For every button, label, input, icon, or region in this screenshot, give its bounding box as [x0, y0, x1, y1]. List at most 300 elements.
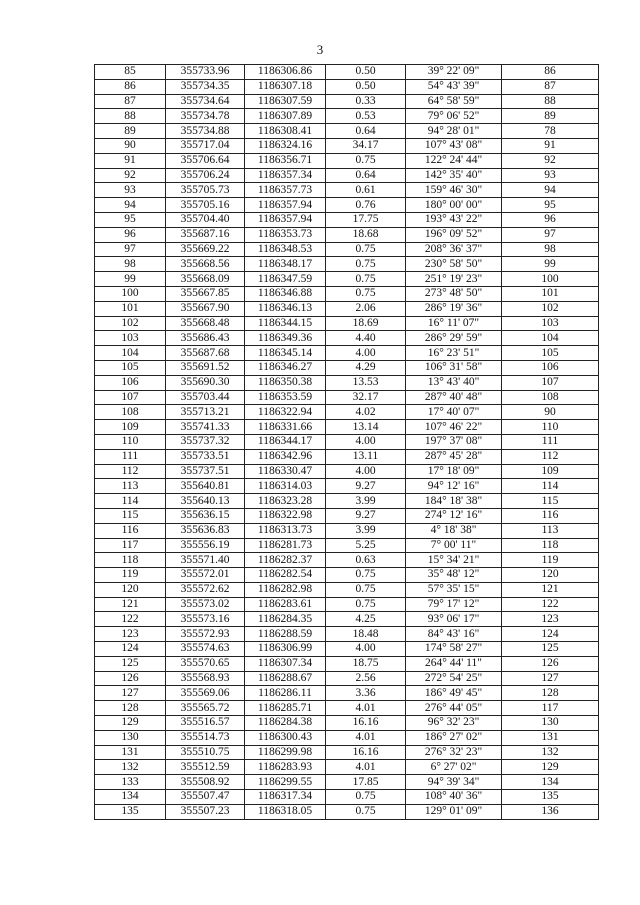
point-from-cell: 90 — [95, 138, 166, 153]
distance-cell: 17.75 — [326, 212, 406, 227]
point-from-cell: 100 — [95, 286, 166, 301]
table-row — [95, 420, 599, 435]
distance-cell: 2.06 — [326, 301, 406, 316]
x-coordinate-cell: 355571.40 — [166, 553, 245, 568]
point-to-cell: 132 — [502, 745, 599, 760]
point-from-cell: 104 — [95, 346, 166, 361]
y-coordinate-cell: 1186346.27 — [245, 360, 326, 375]
point-to-cell: 117 — [502, 701, 599, 716]
y-coordinate-cell: 1186300.43 — [245, 730, 326, 745]
table-row — [95, 775, 599, 790]
y-coordinate-cell: 1186346.88 — [245, 286, 326, 301]
bearing-cell: 4° 18' 38" — [406, 523, 502, 538]
y-coordinate-cell: 1186347.59 — [245, 272, 326, 287]
table-row — [95, 553, 599, 568]
table-row — [95, 449, 599, 464]
bearing-cell: 286° 19' 36" — [406, 301, 502, 316]
y-coordinate-cell: 1186324.16 — [245, 138, 326, 153]
distance-cell: 4.25 — [326, 612, 406, 627]
bearing-cell: 17° 40' 07" — [406, 405, 502, 420]
table-row — [95, 198, 599, 213]
point-to-cell: 134 — [502, 775, 599, 790]
x-coordinate-cell: 355703.44 — [166, 390, 245, 405]
bearing-cell: 64° 58' 59" — [406, 94, 502, 109]
bearing-cell: 264° 44' 11" — [406, 656, 502, 671]
y-coordinate-cell: 1186299.98 — [245, 745, 326, 760]
x-coordinate-cell: 355510.75 — [166, 745, 245, 760]
distance-cell: 13.14 — [326, 420, 406, 435]
x-coordinate-cell: 355713.21 — [166, 405, 245, 420]
point-from-cell: 94 — [95, 198, 166, 213]
distance-cell: 0.75 — [326, 286, 406, 301]
bearing-cell: 108° 40' 36" — [406, 790, 502, 805]
table-row — [95, 346, 599, 361]
bearing-cell: 180° 00' 00" — [406, 198, 502, 213]
distance-cell: 0.75 — [326, 153, 406, 168]
point-to-cell: 110 — [502, 420, 599, 435]
point-from-cell: 105 — [95, 360, 166, 375]
point-from-cell: 108 — [95, 405, 166, 420]
point-from-cell: 93 — [95, 183, 166, 198]
bearing-cell: 84° 43' 16" — [406, 627, 502, 642]
point-from-cell: 106 — [95, 375, 166, 390]
table-row — [95, 183, 599, 198]
bearing-cell: 54° 43' 39" — [406, 79, 502, 94]
bearing-cell: 94° 28' 01" — [406, 124, 502, 139]
distance-cell: 9.27 — [326, 508, 406, 523]
distance-cell: 4.29 — [326, 360, 406, 375]
table-row — [95, 360, 599, 375]
distance-cell: 18.69 — [326, 316, 406, 331]
y-coordinate-cell: 1186283.93 — [245, 760, 326, 775]
bearing-cell: 230° 58' 50" — [406, 257, 502, 272]
table-row — [95, 227, 599, 242]
distance-cell: 0.50 — [326, 65, 406, 80]
table-row — [95, 464, 599, 479]
distance-cell: 18.68 — [326, 227, 406, 242]
y-coordinate-cell: 1186353.59 — [245, 390, 326, 405]
point-to-cell: 89 — [502, 109, 599, 124]
x-coordinate-cell: 355508.92 — [166, 775, 245, 790]
y-coordinate-cell: 1186313.73 — [245, 523, 326, 538]
x-coordinate-cell: 355717.04 — [166, 138, 245, 153]
point-from-cell: 110 — [95, 434, 166, 449]
bearing-cell: 79° 17' 12" — [406, 597, 502, 612]
table-row — [95, 656, 599, 671]
bearing-cell: 17° 18' 09" — [406, 464, 502, 479]
point-to-cell: 111 — [502, 434, 599, 449]
table-row — [95, 168, 599, 183]
bearing-cell: 186° 49' 45" — [406, 686, 502, 701]
x-coordinate-cell: 355640.81 — [166, 479, 245, 494]
table-row — [95, 153, 599, 168]
point-to-cell: 129 — [502, 760, 599, 775]
y-coordinate-cell: 1186284.38 — [245, 716, 326, 731]
table-row — [95, 760, 599, 775]
distance-cell: 16.16 — [326, 745, 406, 760]
y-coordinate-cell: 1186288.67 — [245, 671, 326, 686]
point-to-cell: 120 — [502, 568, 599, 583]
y-coordinate-cell: 1186322.94 — [245, 405, 326, 420]
table-row — [95, 508, 599, 523]
y-coordinate-cell: 1186314.03 — [245, 479, 326, 494]
bearing-cell: 13° 43' 40" — [406, 375, 502, 390]
point-to-cell: 127 — [502, 671, 599, 686]
x-coordinate-cell: 355512.59 — [166, 760, 245, 775]
y-coordinate-cell: 1186284.35 — [245, 612, 326, 627]
distance-cell: 9.27 — [326, 479, 406, 494]
distance-cell: 4.00 — [326, 434, 406, 449]
point-to-cell: 93 — [502, 168, 599, 183]
distance-cell: 4.00 — [326, 346, 406, 361]
table-row — [95, 242, 599, 257]
bearing-cell: 94° 39' 34" — [406, 775, 502, 790]
y-coordinate-cell: 1186307.18 — [245, 79, 326, 94]
point-to-cell: 90 — [502, 405, 599, 420]
point-to-cell: 124 — [502, 627, 599, 642]
bearing-cell: 174° 58' 27" — [406, 642, 502, 657]
point-to-cell: 99 — [502, 257, 599, 272]
distance-cell: 3.99 — [326, 494, 406, 509]
distance-cell: 17.85 — [326, 775, 406, 790]
x-coordinate-cell: 355687.16 — [166, 227, 245, 242]
point-from-cell: 114 — [95, 494, 166, 509]
point-from-cell: 89 — [95, 124, 166, 139]
distance-cell: 13.11 — [326, 449, 406, 464]
bearing-cell: 273° 48' 50" — [406, 286, 502, 301]
bearing-cell: 129° 01' 09" — [406, 804, 502, 819]
coordinates-table — [94, 64, 599, 820]
bearing-cell: 184° 18' 38" — [406, 494, 502, 509]
point-from-cell: 101 — [95, 301, 166, 316]
distance-cell: 2.56 — [326, 671, 406, 686]
table-row — [95, 730, 599, 745]
x-coordinate-cell: 355690.30 — [166, 375, 245, 390]
point-to-cell: 97 — [502, 227, 599, 242]
point-to-cell: 122 — [502, 597, 599, 612]
x-coordinate-cell: 355734.78 — [166, 109, 245, 124]
table-row — [95, 701, 599, 716]
table-row — [95, 804, 599, 819]
point-from-cell: 85 — [95, 65, 166, 80]
point-to-cell: 105 — [502, 346, 599, 361]
y-coordinate-cell: 1186307.34 — [245, 656, 326, 671]
distance-cell: 16.16 — [326, 716, 406, 731]
point-from-cell: 121 — [95, 597, 166, 612]
x-coordinate-cell: 355704.40 — [166, 212, 245, 227]
distance-cell: 4.01 — [326, 760, 406, 775]
table-row — [95, 523, 599, 538]
y-coordinate-cell: 1186353.73 — [245, 227, 326, 242]
table-row — [95, 331, 599, 346]
point-to-cell: 91 — [502, 138, 599, 153]
distance-cell: 3.99 — [326, 523, 406, 538]
distance-cell: 5.25 — [326, 538, 406, 553]
x-coordinate-cell: 355667.85 — [166, 286, 245, 301]
x-coordinate-cell: 355691.52 — [166, 360, 245, 375]
table-row — [95, 790, 599, 805]
point-to-cell: 106 — [502, 360, 599, 375]
bearing-cell: 35° 48' 12" — [406, 568, 502, 583]
bearing-cell: 208° 36' 37" — [406, 242, 502, 257]
point-from-cell: 130 — [95, 730, 166, 745]
point-from-cell: 102 — [95, 316, 166, 331]
y-coordinate-cell: 1186330.47 — [245, 464, 326, 479]
bearing-cell: 159° 46' 30" — [406, 183, 502, 198]
point-from-cell: 99 — [95, 272, 166, 287]
table-row — [95, 257, 599, 272]
point-from-cell: 119 — [95, 568, 166, 583]
point-from-cell: 135 — [95, 804, 166, 819]
bearing-cell: 15° 34' 21" — [406, 553, 502, 568]
x-coordinate-cell: 355705.73 — [166, 183, 245, 198]
point-from-cell: 91 — [95, 153, 166, 168]
distance-cell: 32.17 — [326, 390, 406, 405]
y-coordinate-cell: 1186348.17 — [245, 257, 326, 272]
table-row — [95, 434, 599, 449]
table-row — [95, 686, 599, 701]
x-coordinate-cell: 355572.01 — [166, 568, 245, 583]
bearing-cell: 57° 35' 15" — [406, 582, 502, 597]
point-from-cell: 131 — [95, 745, 166, 760]
table-row — [95, 272, 599, 287]
y-coordinate-cell: 1186317.34 — [245, 790, 326, 805]
point-to-cell: 116 — [502, 508, 599, 523]
distance-cell: 4.00 — [326, 464, 406, 479]
point-to-cell: 114 — [502, 479, 599, 494]
point-from-cell: 118 — [95, 553, 166, 568]
y-coordinate-cell: 1186281.73 — [245, 538, 326, 553]
distance-cell: 0.75 — [326, 272, 406, 287]
point-to-cell: 96 — [502, 212, 599, 227]
y-coordinate-cell: 1186307.59 — [245, 94, 326, 109]
point-from-cell: 134 — [95, 790, 166, 805]
distance-cell: 0.63 — [326, 553, 406, 568]
distance-cell: 0.75 — [326, 790, 406, 805]
point-from-cell: 97 — [95, 242, 166, 257]
table-row — [95, 405, 599, 420]
distance-cell: 18.48 — [326, 627, 406, 642]
x-coordinate-cell: 355574.63 — [166, 642, 245, 657]
table-row — [95, 716, 599, 731]
x-coordinate-cell: 355569.06 — [166, 686, 245, 701]
x-coordinate-cell: 355514.73 — [166, 730, 245, 745]
point-from-cell: 113 — [95, 479, 166, 494]
point-from-cell: 125 — [95, 656, 166, 671]
point-to-cell: 128 — [502, 686, 599, 701]
distance-cell: 4.02 — [326, 405, 406, 420]
point-to-cell: 102 — [502, 301, 599, 316]
distance-cell: 18.75 — [326, 656, 406, 671]
x-coordinate-cell: 355706.24 — [166, 168, 245, 183]
x-coordinate-cell: 355636.15 — [166, 508, 245, 523]
point-from-cell: 116 — [95, 523, 166, 538]
table-row — [95, 671, 599, 686]
y-coordinate-cell: 1186283.61 — [245, 597, 326, 612]
table-row — [95, 612, 599, 627]
point-from-cell: 126 — [95, 671, 166, 686]
bearing-cell: 142° 35' 40" — [406, 168, 502, 183]
point-from-cell: 86 — [95, 79, 166, 94]
y-coordinate-cell: 1186322.98 — [245, 508, 326, 523]
distance-cell: 13.53 — [326, 375, 406, 390]
table-row — [95, 301, 599, 316]
x-coordinate-cell: 355572.93 — [166, 627, 245, 642]
x-coordinate-cell: 355668.48 — [166, 316, 245, 331]
x-coordinate-cell: 355636.83 — [166, 523, 245, 538]
x-coordinate-cell: 355706.64 — [166, 153, 245, 168]
bearing-cell: 197° 37' 08" — [406, 434, 502, 449]
bearing-cell: 272° 54' 25" — [406, 671, 502, 686]
point-to-cell: 123 — [502, 612, 599, 627]
point-to-cell: 87 — [502, 79, 599, 94]
distance-cell: 0.75 — [326, 582, 406, 597]
distance-cell: 0.61 — [326, 183, 406, 198]
x-coordinate-cell: 355667.90 — [166, 301, 245, 316]
point-from-cell: 123 — [95, 627, 166, 642]
distance-cell: 3.36 — [326, 686, 406, 701]
x-coordinate-cell: 355507.47 — [166, 790, 245, 805]
bearing-cell: 193° 43' 22" — [406, 212, 502, 227]
table-row — [95, 568, 599, 583]
distance-cell: 0.33 — [326, 94, 406, 109]
point-from-cell: 132 — [95, 760, 166, 775]
y-coordinate-cell: 1186342.96 — [245, 449, 326, 464]
point-from-cell: 120 — [95, 582, 166, 597]
bearing-cell: 286° 29' 59" — [406, 331, 502, 346]
y-coordinate-cell: 1186282.37 — [245, 553, 326, 568]
x-coordinate-cell: 355741.33 — [166, 420, 245, 435]
x-coordinate-cell: 355705.16 — [166, 198, 245, 213]
y-coordinate-cell: 1186323.28 — [245, 494, 326, 509]
point-to-cell: 118 — [502, 538, 599, 553]
distance-cell: 4.01 — [326, 701, 406, 716]
point-to-cell: 101 — [502, 286, 599, 301]
distance-cell: 0.50 — [326, 79, 406, 94]
x-coordinate-cell: 355734.64 — [166, 94, 245, 109]
table-row — [95, 109, 599, 124]
table-row — [95, 65, 599, 80]
point-from-cell: 133 — [95, 775, 166, 790]
point-from-cell: 115 — [95, 508, 166, 523]
point-to-cell: 109 — [502, 464, 599, 479]
bearing-cell: 7° 00' 11" — [406, 538, 502, 553]
bearing-cell: 276° 32' 23" — [406, 745, 502, 760]
x-coordinate-cell: 355507.23 — [166, 804, 245, 819]
x-coordinate-cell: 355668.56 — [166, 257, 245, 272]
point-from-cell: 128 — [95, 701, 166, 716]
y-coordinate-cell: 1186307.89 — [245, 109, 326, 124]
bearing-cell: 106° 31' 58" — [406, 360, 502, 375]
point-to-cell: 78 — [502, 124, 599, 139]
point-to-cell: 136 — [502, 804, 599, 819]
bearing-cell: 93° 06' 17" — [406, 612, 502, 627]
bearing-cell: 251° 19' 23" — [406, 272, 502, 287]
bearing-cell: 107° 43' 08" — [406, 138, 502, 153]
distance-cell: 0.76 — [326, 198, 406, 213]
distance-cell: 0.75 — [326, 257, 406, 272]
point-to-cell: 113 — [502, 523, 599, 538]
x-coordinate-cell: 355733.96 — [166, 65, 245, 80]
x-coordinate-cell: 355687.68 — [166, 346, 245, 361]
x-coordinate-cell: 355565.72 — [166, 701, 245, 716]
x-coordinate-cell: 355573.02 — [166, 597, 245, 612]
point-from-cell: 112 — [95, 464, 166, 479]
point-from-cell: 107 — [95, 390, 166, 405]
point-to-cell: 100 — [502, 272, 599, 287]
point-from-cell: 103 — [95, 331, 166, 346]
point-to-cell: 126 — [502, 656, 599, 671]
point-from-cell: 96 — [95, 227, 166, 242]
x-coordinate-cell: 355572.62 — [166, 582, 245, 597]
distance-cell: 4.00 — [326, 642, 406, 657]
table-row — [95, 745, 599, 760]
y-coordinate-cell: 1186344.15 — [245, 316, 326, 331]
distance-cell: 4.01 — [326, 730, 406, 745]
point-from-cell: 127 — [95, 686, 166, 701]
bearing-cell: 94° 12' 16" — [406, 479, 502, 494]
point-from-cell: 92 — [95, 168, 166, 183]
table-row — [95, 597, 599, 612]
y-coordinate-cell: 1186286.11 — [245, 686, 326, 701]
bearing-cell: 16° 23' 51" — [406, 346, 502, 361]
table-row — [95, 494, 599, 509]
table-row — [95, 79, 599, 94]
y-coordinate-cell: 1186299.55 — [245, 775, 326, 790]
point-from-cell: 98 — [95, 257, 166, 272]
table-row — [95, 375, 599, 390]
table-row — [95, 138, 599, 153]
table-row — [95, 94, 599, 109]
bearing-cell: 6° 27' 02" — [406, 760, 502, 775]
y-coordinate-cell: 1186346.13 — [245, 301, 326, 316]
distance-cell: 0.75 — [326, 804, 406, 819]
x-coordinate-cell: 355669.22 — [166, 242, 245, 257]
bearing-cell: 287° 40' 48" — [406, 390, 502, 405]
table-row — [95, 642, 599, 657]
x-coordinate-cell: 355668.09 — [166, 272, 245, 287]
point-from-cell: 117 — [95, 538, 166, 553]
point-to-cell: 98 — [502, 242, 599, 257]
bearing-cell: 287° 45' 28" — [406, 449, 502, 464]
table-row — [95, 390, 599, 405]
point-to-cell: 94 — [502, 183, 599, 198]
point-from-cell: 129 — [95, 716, 166, 731]
y-coordinate-cell: 1186357.94 — [245, 212, 326, 227]
point-to-cell: 135 — [502, 790, 599, 805]
point-from-cell: 111 — [95, 449, 166, 464]
distance-cell: 0.53 — [326, 109, 406, 124]
distance-cell: 4.40 — [326, 331, 406, 346]
point-from-cell: 87 — [95, 94, 166, 109]
point-from-cell: 122 — [95, 612, 166, 627]
distance-cell: 34.17 — [326, 138, 406, 153]
table-row — [95, 582, 599, 597]
x-coordinate-cell: 355734.88 — [166, 124, 245, 139]
y-coordinate-cell: 1186306.99 — [245, 642, 326, 657]
y-coordinate-cell: 1186282.98 — [245, 582, 326, 597]
point-to-cell: 95 — [502, 198, 599, 213]
table-row — [95, 627, 599, 642]
x-coordinate-cell: 355733.51 — [166, 449, 245, 464]
y-coordinate-cell: 1186357.34 — [245, 168, 326, 183]
bearing-cell: 276° 44' 05" — [406, 701, 502, 716]
x-coordinate-cell: 355570.65 — [166, 656, 245, 671]
bearing-cell: 196° 09' 52" — [406, 227, 502, 242]
y-coordinate-cell: 1186331.66 — [245, 420, 326, 435]
point-to-cell: 130 — [502, 716, 599, 731]
point-to-cell: 103 — [502, 316, 599, 331]
